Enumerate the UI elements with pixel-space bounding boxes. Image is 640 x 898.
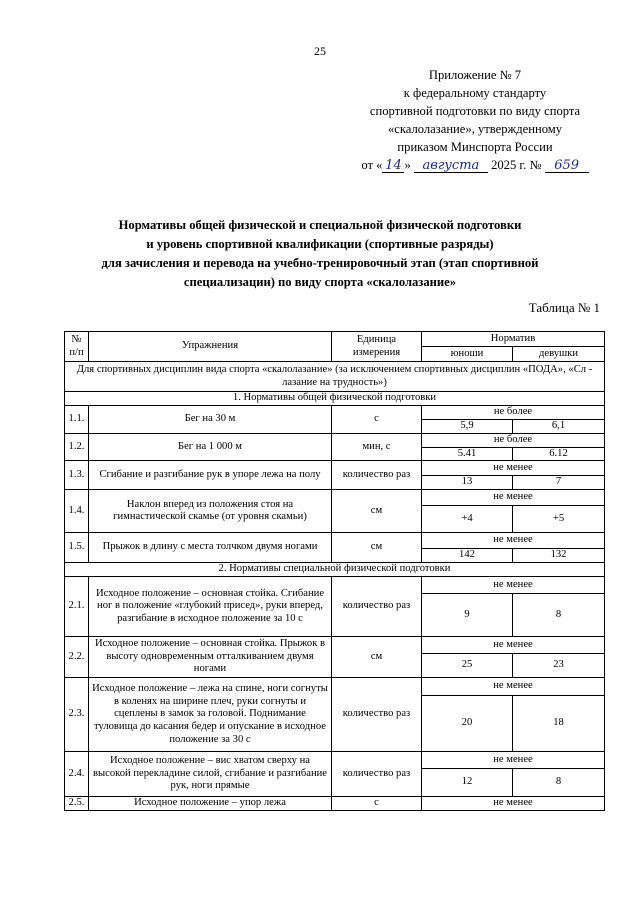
norm-girls: 7 bbox=[513, 476, 605, 490]
header-exercise: Упражнения bbox=[89, 332, 332, 362]
unit-cell: см bbox=[332, 490, 422, 533]
appendix-line: приказом Минспорта России bbox=[397, 140, 553, 154]
norms-table bbox=[64, 331, 605, 811]
norm-boys: +4 bbox=[422, 506, 513, 533]
norm-girls: 8 bbox=[513, 769, 605, 797]
unit-cell: с bbox=[332, 797, 422, 811]
discipline-row: Для спортивных дисциплин вида спорта «скалолазание» (за исключением спортивных дисциплин «ПОДА», «Сл - лазание на трудность») bbox=[65, 362, 605, 392]
exercise-name: Исходное положение – основная стойка. Прыжок в высоту одновременным отталкиванием двумя ногами bbox=[89, 637, 332, 678]
unit-cell: количество раз bbox=[332, 752, 422, 797]
appendix-line: «скалолазание», утвержденному bbox=[387, 122, 563, 136]
title-line: и уровень спортивной квалификации (спортивные разряды) bbox=[146, 237, 494, 251]
section-heading: 1. Нормативы общей физической подготовки bbox=[65, 392, 605, 406]
exercise-name: Исходное положение – вис хватом сверху на высокой перекладине силой, сгибание и разгибание рук, ноги прямые bbox=[89, 752, 332, 797]
row-number: 1.3. bbox=[65, 461, 89, 490]
row-number: 2.1. bbox=[65, 577, 89, 637]
appendix-block bbox=[330, 66, 620, 174]
norm-boys: 9 bbox=[422, 594, 513, 637]
row-number: 2.4. bbox=[65, 752, 89, 797]
exercise-name: Бег на 1 000 м bbox=[89, 433, 332, 461]
unit-cell: см bbox=[332, 637, 422, 678]
norm-boys: 20 bbox=[422, 696, 513, 752]
norm-condition: не менее bbox=[422, 490, 605, 506]
norm-condition: не менее bbox=[422, 637, 605, 654]
header-num: № п/п bbox=[65, 332, 89, 362]
exercise-name: Исходное положение – лежа на спине, ноги согнуты в коленях на ширине плеч, руки согнуты и сцеплены в замок за головой. Поднимание туловища до касания бедер и опускание в исходное положение за 30 с bbox=[89, 678, 332, 752]
row-number: 1.4. bbox=[65, 490, 89, 533]
handwritten-month: августа bbox=[414, 160, 488, 173]
exercise-name: Сгибание и разгибание рук в упоре лежа на полу bbox=[89, 461, 332, 490]
exercise-name: Исходное положение – упор лежа bbox=[89, 797, 332, 811]
row-number: 1.1. bbox=[65, 406, 89, 434]
norm-condition: не менее bbox=[422, 533, 605, 549]
unit-cell: количество раз bbox=[332, 577, 422, 637]
norm-girls: 6.12 bbox=[513, 447, 605, 461]
unit-cell: с bbox=[332, 406, 422, 434]
norm-girls: +5 bbox=[513, 506, 605, 533]
section-heading: 2. Нормативы специальной физической подготовки bbox=[65, 563, 605, 577]
handwritten-order-number: 659 bbox=[545, 160, 589, 173]
norm-girls: 8 bbox=[513, 594, 605, 637]
norm-condition: не более bbox=[422, 406, 605, 420]
norm-condition: не менее bbox=[422, 461, 605, 476]
appendix-date-line bbox=[330, 156, 620, 174]
header-norm: Норматив bbox=[422, 332, 605, 347]
date-close: » bbox=[404, 158, 411, 172]
norm-girls: 6,1 bbox=[513, 420, 605, 434]
unit-cell: см bbox=[332, 533, 422, 563]
row-number: 1.5. bbox=[65, 533, 89, 563]
norm-condition: не менее bbox=[422, 752, 605, 769]
norm-girls: 18 bbox=[513, 696, 605, 752]
appendix-line: спортивной подготовки по виду спорта bbox=[369, 104, 581, 118]
norm-condition: не менее bbox=[422, 577, 605, 594]
norm-boys: 25 bbox=[422, 654, 513, 678]
unit-cell: мин, с bbox=[332, 433, 422, 461]
header-unit: Единица измерения bbox=[332, 332, 422, 362]
norm-condition: не менее bbox=[422, 678, 605, 696]
norm-girls: 132 bbox=[513, 549, 605, 563]
norm-boys: 13 bbox=[422, 476, 513, 490]
exercise-name: Прыжок в длину с места толчком двумя ногами bbox=[89, 533, 332, 563]
date-prefix: от « bbox=[361, 158, 383, 172]
row-number: 1.2. bbox=[65, 433, 89, 461]
unit-cell: количество раз bbox=[332, 461, 422, 490]
header-boys: юноши bbox=[422, 347, 513, 362]
exercise-name: Наклон вперед из положения стоя на гимнастической скамье (от уровня скамьи) bbox=[89, 490, 332, 533]
row-number: 2.3. bbox=[65, 678, 89, 752]
norm-condition: не менее bbox=[422, 797, 605, 811]
page-number: 25 bbox=[314, 44, 326, 58]
handwritten-day: 14 bbox=[382, 160, 404, 173]
year-text: 2025 г. № bbox=[491, 158, 542, 172]
exercise-name: Исходное положение – основная стойка. Сгибание ног в положение «глубокий присед», руки вперед, разгибание в исходное положение за 10 с bbox=[89, 577, 332, 637]
norm-boys: 142 bbox=[422, 549, 513, 563]
header-girls: девушки bbox=[513, 347, 605, 362]
appendix-line: Приложение № 7 bbox=[428, 68, 522, 82]
title-line: для зачисления и перевода на учебно-тренировочный этап (этап спортивной bbox=[101, 256, 539, 270]
unit-cell: количество раз bbox=[332, 678, 422, 752]
row-number: 2.5. bbox=[65, 797, 89, 811]
appendix-line: к федеральному стандарту bbox=[403, 86, 547, 100]
norm-girls: 23 bbox=[513, 654, 605, 678]
exercise-name: Бег на 30 м bbox=[89, 406, 332, 434]
norm-boys: 5.41 bbox=[422, 447, 513, 461]
norm-condition: не более bbox=[422, 433, 605, 447]
row-number: 2.2. bbox=[65, 637, 89, 678]
norm-boys: 12 bbox=[422, 769, 513, 797]
document-title bbox=[30, 216, 610, 292]
table-label: Таблица № 1 bbox=[528, 300, 600, 315]
title-line: специализации) по виду спорта «скалолазание» bbox=[183, 275, 457, 289]
title-line: Нормативы общей физической и специальной физической подготовки bbox=[118, 218, 522, 232]
norm-boys: 5,9 bbox=[422, 420, 513, 434]
